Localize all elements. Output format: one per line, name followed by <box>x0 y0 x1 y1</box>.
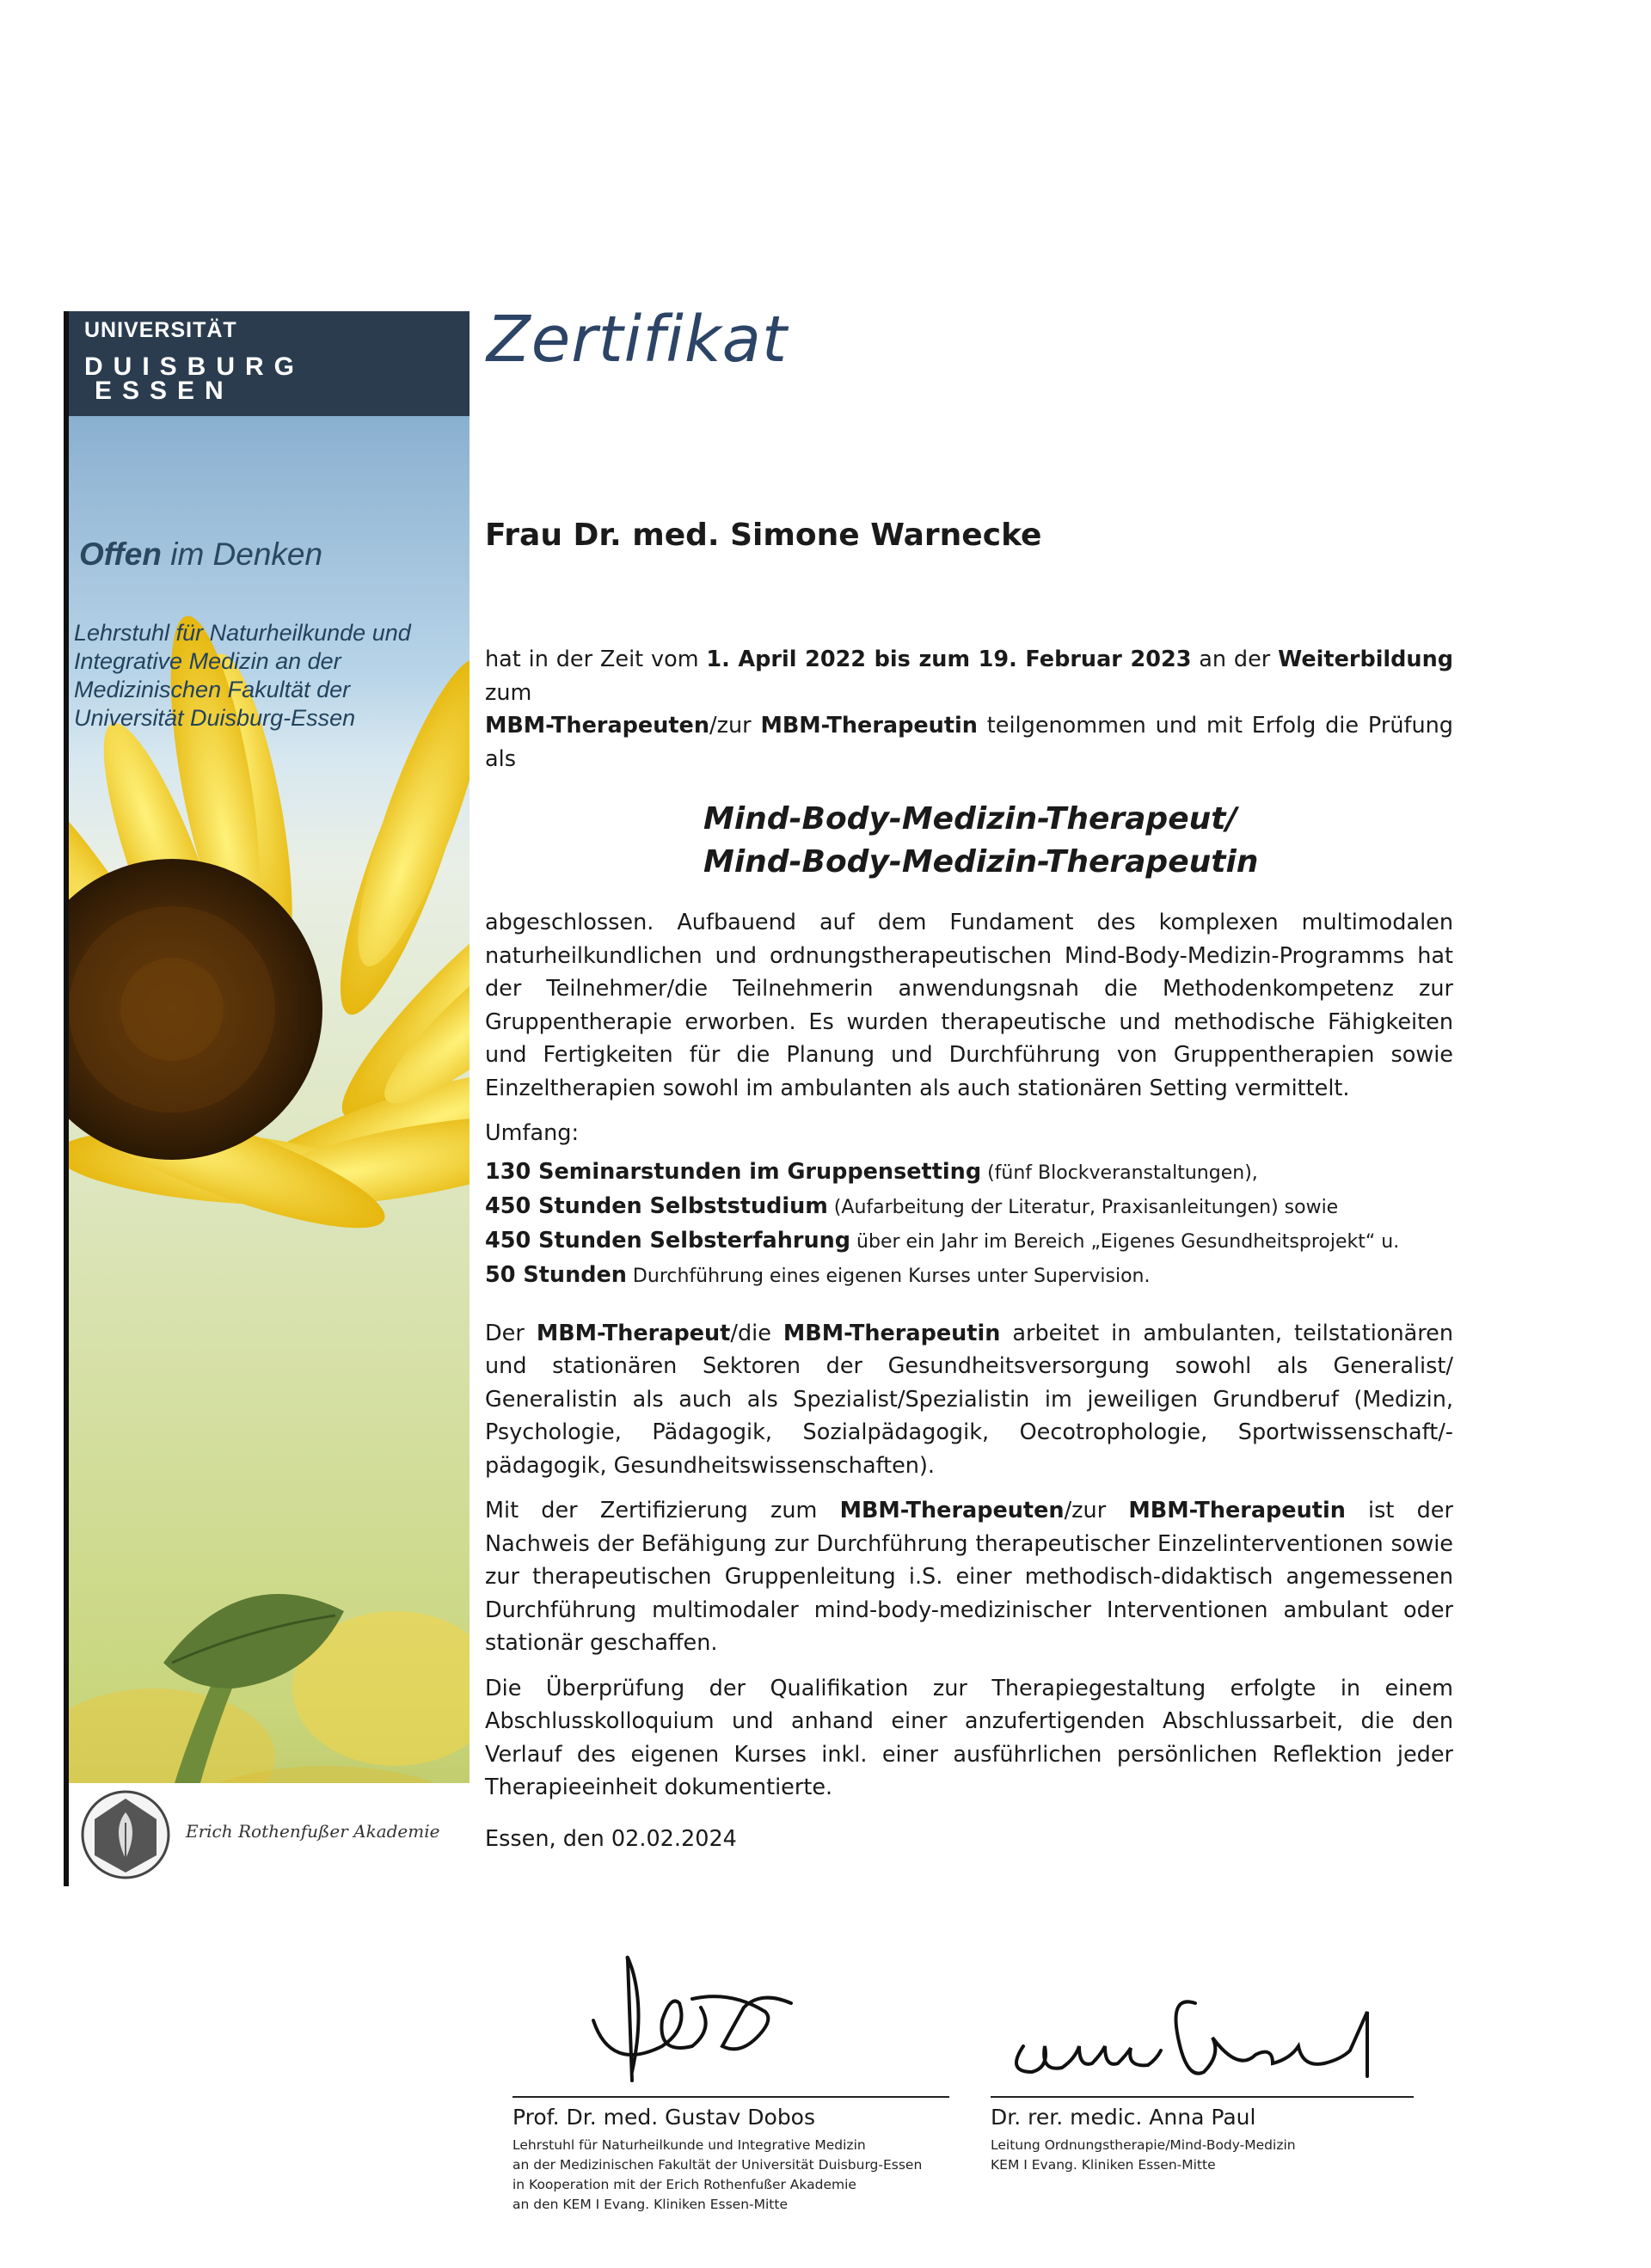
signature-dobos <box>550 1943 843 2089</box>
intro-text: teilgenommen und mit Erfolg die Prüfung als <box>485 713 1453 772</box>
scope-item <box>485 1190 1453 1224</box>
scope-item-detail: Durchführung eines eigenen Kurses unter Supervision. <box>626 1265 1151 1287</box>
university-tagline <box>79 536 322 573</box>
scope-item-hours: 130 Seminarstunden im Gruppensetting <box>485 1158 982 1185</box>
intro-text: /zur <box>709 713 761 739</box>
verification-paragraph: Die Überprüfung der Qualifikation zur Therapiegestaltung erfolgte in einem Abschlusskolloquium und anhand einer anzufertigenden Abschlussarbeit, die den Verlauf des eigenen Kurses inkl. einer ausführlichen persönlichen Reflektion jeder Therapieeinheit dokumentierte. <box>485 1675 1453 1800</box>
chair-line: Lehrstuhl für Naturheilkunde und <box>74 620 411 646</box>
role-paragraph <box>485 1317 1453 1483</box>
degree-line: Mind-Body-Medizin-Therapeut/ <box>703 801 1237 837</box>
intro-text: an der <box>1191 647 1279 672</box>
university-wordmark-essen: ESSEN <box>95 377 234 405</box>
scope-item <box>485 1259 1453 1293</box>
role-text: arbeitet in ambulanten, teilstationären und stationären Sektoren der Gesundheitsversorgung sowohl als Generalist/ Generalistin als auch als Spezialist/Spezialistin im jeweiligen Grundberuf (Medizin, Psychologie, Pädagogik, Sozialpädagogik, Oecotrophologie, Sportwissenschaft/-pädagogik, Gesundheitswissenschaften). <box>485 1320 1453 1479</box>
scope-item-hours: 50 Stunden <box>485 1261 627 1288</box>
university-wordmark-duisburg: DUISBURG <box>84 352 305 381</box>
signatory-affiliation-paul <box>991 2136 1296 2175</box>
chair-line: Universität Duisburg-Essen <box>74 705 356 731</box>
signature-paul <box>997 1986 1393 2089</box>
sidebar-panel <box>64 311 470 1886</box>
role-term: MBM-Therapeut <box>536 1320 731 1346</box>
recipient-name: Frau Dr. med. Simone Warnecke <box>485 518 1042 553</box>
scope-item-detail: (fünf Blockveranstaltungen), <box>981 1162 1258 1184</box>
tagline-bold: Offen <box>79 536 162 572</box>
affiliation-line: in Kooperation mit der Erich Rothenfußer Akademie <box>512 2177 856 2192</box>
scope-title: Umfang: <box>485 1120 580 1146</box>
intro-paragraph <box>485 643 1453 775</box>
qualification-text: /zur <box>1064 1498 1129 1523</box>
university-wordmark <box>84 346 342 414</box>
affiliation-line: an der Medizinischen Fakultät der Universität Duisburg-Essen <box>512 2157 923 2173</box>
degree-title <box>703 798 1453 884</box>
certificate-body <box>485 643 1453 1805</box>
scope-item-detail: über ein Jahr im Bereich „Eigenes Gesundheitsprojekt“ u. <box>850 1230 1400 1253</box>
certificate-title: Zertifikat <box>487 303 789 377</box>
intro-text: hat in der Zeit vom <box>485 647 707 672</box>
signatory-name-paul: Dr. rer. medic. Anna Paul <box>991 2105 1256 2130</box>
role-text: /die <box>730 1320 783 1346</box>
completion-paragraph: abgeschlossen. Aufbauend auf dem Fundament des komplexen multimodalen naturheilkundlichen und ordnungstherapeutischen Mind-Body-Medizin-Programms hat der Teilnehmer/die Teilnehmerin anwendungsnah die Methodenkompetenz zur Gruppentherapie erworben. Es wurden therapeutische und methodische Fähigkeiten und Fertigkeiten für die Planung und Durchführung von Gruppentherapien sowie Einzeltherapien sowohl im ambulanten als auch stationären Setting vermittelt. <box>485 910 1453 1101</box>
academy-block <box>69 1783 470 1886</box>
affiliation-line: Leitung Ordnungstherapie/Mind-Body-Medizin <box>991 2137 1296 2153</box>
signatory-affiliation-dobos <box>512 2136 922 2215</box>
degree-line: Mind-Body-Medizin-Therapeutin <box>703 844 1259 880</box>
signatory-name-dobos: Prof. Dr. med. Gustav Dobos <box>512 2105 816 2130</box>
chair-line: Integrative Medizin an der <box>74 648 341 674</box>
qualification-text: Mit der Zertifizierung zum <box>485 1498 840 1523</box>
qualification-term: MBM-Therapeuten <box>839 1498 1065 1523</box>
scope-item-hours: 450 Stunden Selbsterfahrung <box>485 1227 851 1254</box>
affiliation-line: KEM I Evang. Kliniken Essen-Mitte <box>991 2157 1216 2173</box>
role-text: Der <box>485 1320 537 1346</box>
university-logo-block <box>69 311 470 416</box>
intro-role: MBM-Therapeutin <box>760 713 978 739</box>
qualification-text: ist der Nachweis der Befähigung zur Durchführung therapeutischer Einzelinterventionen sowie zur therapeutischen Gruppenleitung i.S. einer methodisch-didaktisch angemessenen Durchführung multimodaler mind-body-medizinischer Interventionen ambulant oder stationär geschaffen. <box>485 1498 1453 1656</box>
university-name-line1: UNIVERSITÄT <box>84 318 237 342</box>
scope-list <box>485 1155 1453 1293</box>
qualification-term: MBM-Therapeutin <box>1128 1498 1346 1523</box>
scope-item-detail: (Aufarbeitung der Literatur, Praxisanleitungen) sowie <box>827 1196 1339 1218</box>
affiliation-line: Lehrstuhl für Naturheilkunde und Integrative Medizin <box>512 2137 866 2153</box>
intro-program: Weiterbildung <box>1278 647 1453 672</box>
academy-name: Erich Rothenfußer Akademie <box>186 1821 440 1842</box>
intro-text: zum <box>485 679 532 706</box>
tagline-rest: im Denken <box>161 536 323 572</box>
signature-line-paul <box>991 2096 1414 2098</box>
chair-line: Medizinischen Fakultät der <box>74 677 351 702</box>
signature-line-dobos <box>512 2096 949 2098</box>
place-date: Essen, den 02.02.2024 <box>485 1826 737 1852</box>
scope-item-hours: 450 Stunden Selbststudium <box>485 1192 828 1219</box>
intro-role: MBM-Therapeuten <box>485 713 709 739</box>
scope-item <box>485 1155 1453 1190</box>
sunflower-photo <box>69 416 470 1886</box>
role-term: MBM-Therapeutin <box>783 1320 1001 1346</box>
scope-item <box>485 1224 1453 1259</box>
academy-logo-icon <box>79 1788 172 1881</box>
intro-period: 1. April 2022 bis zum 19. Februar 2023 <box>706 647 1192 672</box>
qualification-paragraph <box>485 1494 1453 1660</box>
affiliation-line: an den KEM I Evang. Kliniken Essen-Mitte <box>512 2197 788 2212</box>
chair-description <box>74 619 470 733</box>
